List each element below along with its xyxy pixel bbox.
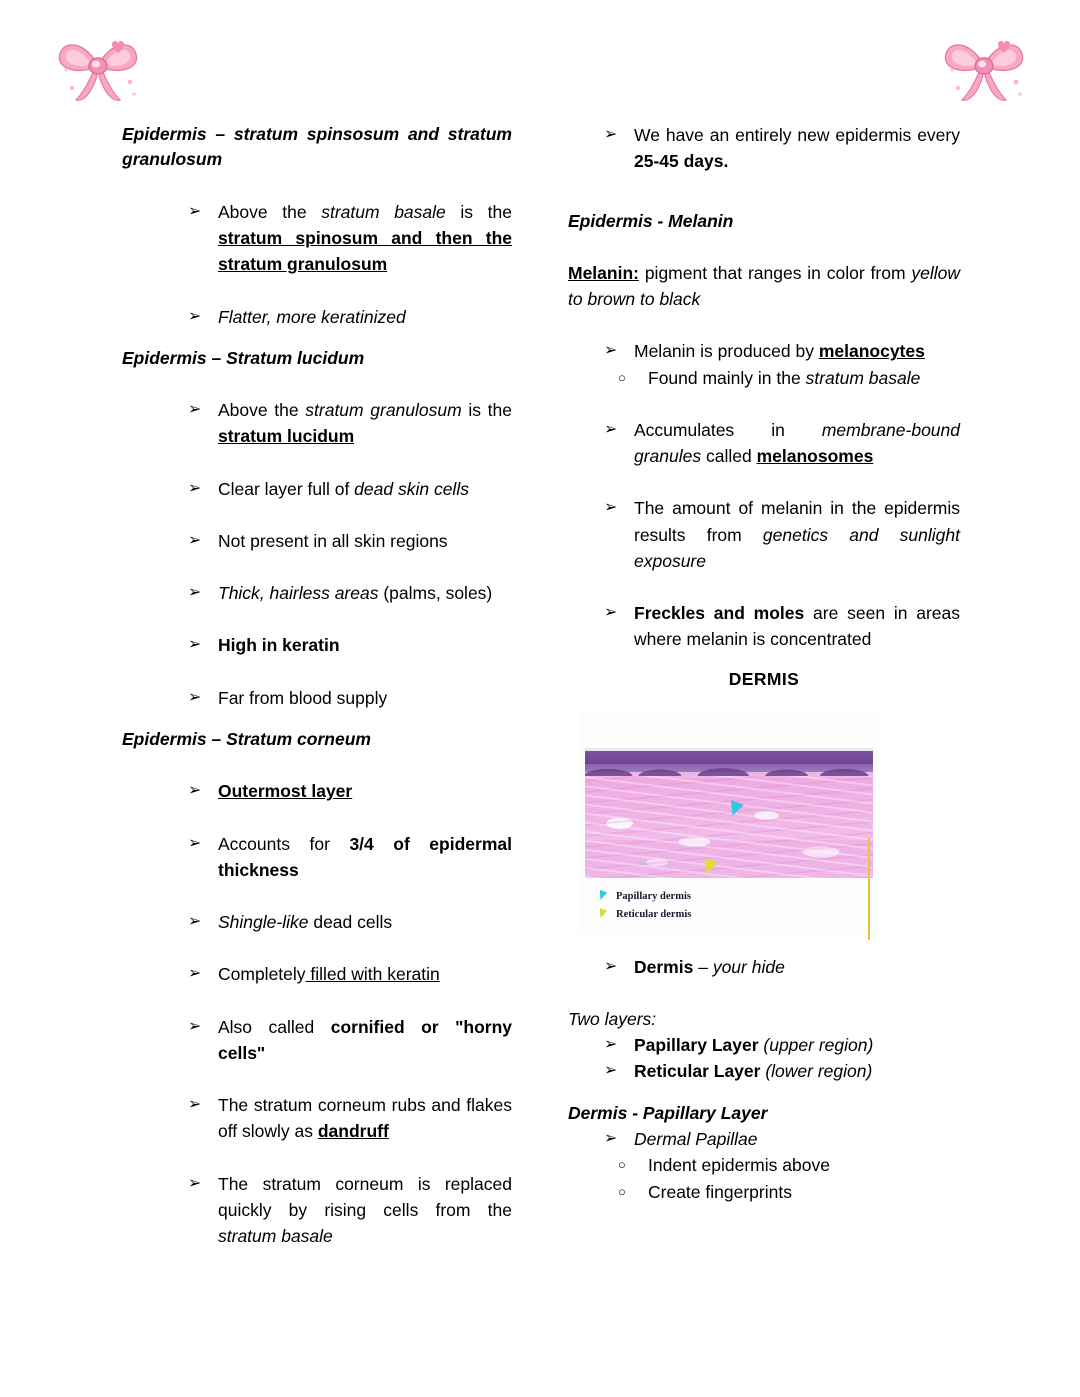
arrow-bullet-icon: ➢ xyxy=(188,834,202,852)
list-item xyxy=(188,778,512,804)
arrow-bullet-icon: ➢ xyxy=(604,126,618,143)
list-item-text: Thick, hairless areas (palms, soles) xyxy=(218,583,493,604)
arrow-bullet-icon: ➢ xyxy=(604,604,618,622)
arrow-bullet-icon: ➢ xyxy=(188,1096,202,1113)
list-item xyxy=(188,199,512,278)
list-item xyxy=(604,1126,960,1152)
list-item-text: Papillary Layer (upper region) xyxy=(634,1035,874,1056)
melanin-definition: Melanin: pigment that ranges in color from yellow to brown to black xyxy=(568,262,960,310)
sub-list-item-text: Found mainly in the stratum basale xyxy=(648,367,921,388)
two-layers-bullets xyxy=(604,1032,960,1085)
list-item xyxy=(604,338,960,364)
pink-bow-icon-right xyxy=(936,22,1032,110)
list-item xyxy=(188,632,512,658)
list-item-text: Accumulates in membrane-bound granules called melanosomes xyxy=(634,419,960,467)
arrow-bullet-icon: ➢ xyxy=(188,1174,202,1192)
histology-image xyxy=(580,710,880,935)
heading-dermis-papillary-layer: Dermis - Papillary Layer xyxy=(568,1102,768,1123)
spacer xyxy=(604,469,960,495)
list-item-text: Completely filled with keratin xyxy=(218,964,440,985)
arrow-bullet-icon: ➢ xyxy=(604,342,618,360)
arrow-bullet-icon: ➢ xyxy=(604,499,618,517)
bullet-group-3 xyxy=(188,778,512,1249)
arrow-bullet-icon: ➢ xyxy=(188,782,202,800)
gold-accent-bar xyxy=(868,838,870,940)
list-item xyxy=(188,580,512,606)
list-item-text: Outermost layer xyxy=(218,781,353,802)
cyan-arrow-icon xyxy=(597,890,608,901)
arrow-bullet-icon: ➢ xyxy=(188,479,202,497)
bullet-epidermis-renewal xyxy=(604,122,960,175)
list-item-text: Dermal Papillae xyxy=(634,1129,758,1149)
sub-list-item xyxy=(604,365,960,391)
list-item xyxy=(604,122,960,175)
heading-epidermis-melanin: Epidermis - Melanin xyxy=(568,210,734,231)
list-item xyxy=(188,1092,512,1145)
list-item xyxy=(604,1058,960,1084)
arrow-bullet-icon: ➢ xyxy=(188,531,202,549)
spacer xyxy=(604,574,960,600)
bullet-dermis-your-hide xyxy=(604,954,960,980)
circle-bullet-icon: ○ xyxy=(618,1183,626,1199)
arrow-bullet-icon: ➢ xyxy=(188,965,202,983)
arrow-bullet-icon: ➢ xyxy=(188,636,202,654)
legend-label-reticular: Reticular dermis xyxy=(616,909,692,920)
list-item xyxy=(188,528,512,554)
sub-list-item-text: Create fingerprints xyxy=(648,1181,792,1202)
list-item xyxy=(188,1171,512,1250)
list-item xyxy=(188,304,512,330)
list-item xyxy=(188,909,512,935)
arrow-bullet-icon: ➢ xyxy=(188,401,202,419)
melanin-bullet-group xyxy=(604,338,960,652)
list-item xyxy=(188,1014,512,1067)
list-item xyxy=(604,417,960,470)
bullet-group-2 xyxy=(188,397,512,711)
list-item xyxy=(604,1032,960,1058)
left-column xyxy=(122,122,512,1249)
arrow-bullet-icon: ➢ xyxy=(188,688,202,706)
list-item-text: Dermis – your hide xyxy=(634,956,785,977)
list-item-text: The stratum corneum is replaced quickly by rising cells from the stratum basale xyxy=(218,1173,512,1246)
list-item-text: The stratum corneum rubs and flakes off slowly as dandruff xyxy=(218,1095,512,1142)
arrow-bullet-icon: ➢ xyxy=(604,1130,618,1147)
arrow-bullet-icon: ➢ xyxy=(604,420,618,438)
list-item-text: Not present in all skin regions xyxy=(218,530,448,551)
legend-item-papillary xyxy=(594,888,691,906)
two-layers-label: Two layers: xyxy=(568,1008,657,1029)
arrow-bullet-icon: ➢ xyxy=(188,202,202,220)
pink-bow-icon-left xyxy=(50,22,146,110)
bullet-group-1 xyxy=(188,199,512,330)
arrow-bullet-icon: ➢ xyxy=(188,913,202,930)
sub-list-item xyxy=(604,1152,960,1178)
arrow-bullet-icon: ➢ xyxy=(604,957,618,975)
list-item xyxy=(188,961,512,987)
list-item-text: Far from blood supply xyxy=(218,687,388,708)
list-item xyxy=(604,954,960,980)
heading-stratum-lucidum: Epidermis – Stratum lucidum xyxy=(122,347,365,368)
list-item-text: Clear layer full of dead skin cells xyxy=(218,478,469,499)
list-item-text: The amount of melanin in the epidermis results from genetics and sunlight exposure xyxy=(634,498,960,571)
sub-list-item-text: Indent epidermis above xyxy=(648,1155,830,1176)
list-item-text: Above the stratum granulosum is the stratum lucidum xyxy=(218,400,512,447)
legend-label-papillary: Papillary dermis xyxy=(616,890,691,902)
list-item-text: Above the stratum basale is the stratum spinosum and then the stratum granulosum xyxy=(218,201,512,275)
list-item-text: Accounts for 3/4 of epidermal thickness xyxy=(218,833,512,880)
list-item xyxy=(188,476,512,502)
list-item-text: Melanin is produced by melanocytes xyxy=(634,341,925,362)
list-item xyxy=(604,600,960,653)
heading-stratum-corneum: Epidermis – Stratum corneum xyxy=(122,728,371,749)
list-item-text: Freckles and moles are seen in areas where melanin is concentrated xyxy=(634,603,960,650)
right-column xyxy=(568,122,960,1205)
arrow-bullet-icon: ➢ xyxy=(188,307,202,325)
arrow-bullet-icon: ➢ xyxy=(604,1062,618,1080)
arrow-bullet-icon: ➢ xyxy=(188,1017,202,1035)
list-item-text: Also called cornified or "horny cells" xyxy=(218,1016,512,1063)
papillary-bullet-group xyxy=(604,1126,960,1205)
arrow-bullet-icon: ➢ xyxy=(604,1036,618,1054)
circle-bullet-icon: ○ xyxy=(618,369,626,385)
yellow-arrow-icon xyxy=(597,908,608,919)
list-item xyxy=(188,397,512,450)
heading-spinosum-granulosum: Epidermis – stratum spinsosum and stratum granulosum xyxy=(122,124,512,170)
legend-item-reticular xyxy=(594,906,691,924)
list-item-text: Flatter, more keratinized xyxy=(218,306,406,327)
list-item-text: Shingle-like dead cells xyxy=(218,912,393,932)
spacer xyxy=(604,391,960,417)
arrow-bullet-icon: ➢ xyxy=(188,584,202,602)
list-item-text: High in keratin xyxy=(218,635,340,656)
sub-list-item xyxy=(604,1179,960,1205)
list-item xyxy=(604,495,960,574)
circle-bullet-icon: ○ xyxy=(618,1157,626,1173)
dermis-section-title: DERMIS xyxy=(728,668,800,689)
histology-figure xyxy=(568,702,960,954)
list-item xyxy=(188,831,512,884)
list-item-text: We have an entirely new epidermis every 25-45 days. xyxy=(634,125,960,172)
list-item-text: Reticular Layer (lower region) xyxy=(634,1061,873,1082)
list-item xyxy=(188,685,512,711)
histology-legend xyxy=(594,888,691,925)
